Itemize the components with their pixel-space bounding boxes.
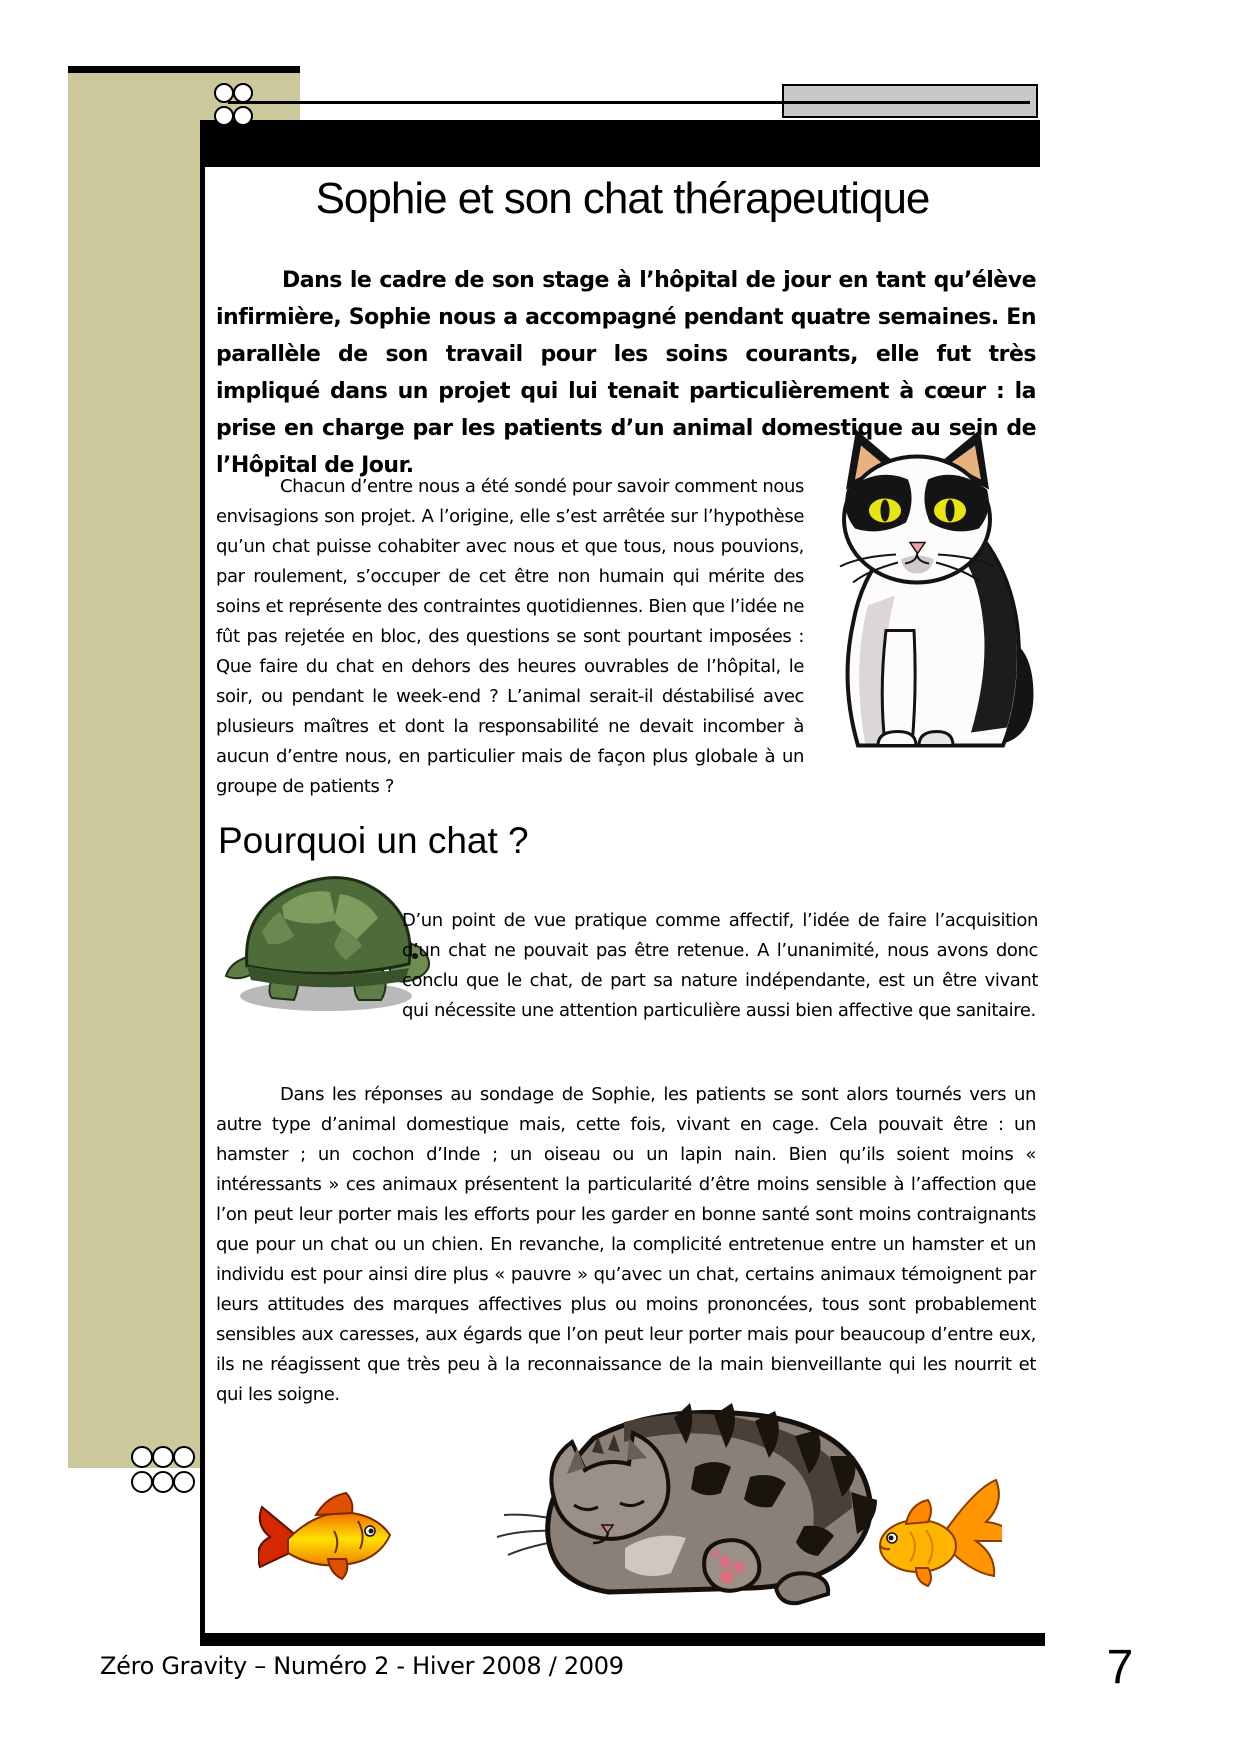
hole-icon <box>131 1471 153 1493</box>
sleeping-cat-image <box>474 1376 922 1628</box>
hole-icon <box>214 83 234 103</box>
intro-paragraph: Dans le cadre de son stage à l’hôpital de jour en tant qu’élève infirmière, Sophie nous a accompagné pendant quatre semaines. En parallèle de son travail pour les soins courants, elle fut très impliqué dans un projet qui lui tenait particulièrement à cœur : la prise en charge par les patients d’un animal domestique au sein de l’Hôpital de Jour. <box>216 268 1036 478</box>
hole-icon <box>233 83 253 103</box>
binding-holes-bottom <box>131 1446 191 1493</box>
header-rule-line <box>228 101 1030 104</box>
body-paragraph-3: Dans les réponses au sondage de Sophie, les patients se sont alors tournés vers un autre type d’animal domestique mais, cette fois, vivant en cage. Cela pouvait être : un hamster ; un cochon d’Inde ; un oiseau ou un lapin nain. Bien qu’ils soient moins « intéressants » ces animaux présentent la particularité d’être moins sensible à l’affection que l’on peut leur porter mais les efforts pour les garder en bonne santé sont moins contraignants que pour un chat ou un chien. En revanche, la complicité entretenue entre un hamster et un individu est pour ainsi dire plus « pauvre » qu’avec un chat, certains animaux témoignent par leurs attitudes des marques affectives plus ou moins prononcées, tous sont probablement sensibles aux caresses, aux égards que l’on peut leur porter mais pour beaucoup d’entre eux, ils ne réagissent que très peu à la reconnaissance de la main bienveillante qui les nourrit et qui les soigne. <box>216 1084 1036 1405</box>
hole-icon <box>131 1446 153 1468</box>
page-number: 7 <box>1106 1641 1134 1694</box>
hole-icon <box>152 1471 174 1493</box>
red-fish-image <box>258 1487 398 1587</box>
body-paragraph-1: Chacun d’entre nous a été sondé pour savoir comment nous envisagions son projet. A l’origine, elle s’est arrêtée sur l’hypothèse qu’un chat puisse cohabiter avec nous et que tous, nous pouvions, par roulement, s’occuper de cet être non humain qui mérite des soins et représente des contraintes quotidiennes. Bien que l’idée ne fût pas rejetée en bloc, des questions se sont pourtant imposées : Que faire du chat en dehors des heures ouvrables de l’hôpital, le soir, ou pendant le week-end ? L’animal serait-il déstabilisé avec plusieurs maîtres et dont la responsabilité ne devait incomber à aucun d’entre nous, en particulier mais de façon plus globale à un groupe de patients ? <box>216 476 804 797</box>
hole-icon <box>233 106 253 126</box>
body-paragraph-2: D’un point de vue pratique comme affectif, l’idée de faire l’acquisition d’un chat ne pouvait pas être retenue. A l’unanimité, nous avons donc conclu que le chat, de part sa nature indépendante, est un être vivant qui nécessite une attention particulière aussi bien affective que sanitaire. <box>402 910 1038 1021</box>
tuxedo-cat-image <box>798 412 1038 760</box>
hole-icon <box>173 1446 195 1468</box>
section-heading: Pourquoi un chat ? <box>218 820 529 861</box>
binding-holes-top <box>214 83 249 126</box>
hole-icon <box>173 1471 195 1493</box>
goldfish-image <box>876 1474 1002 1594</box>
hole-icon <box>152 1446 174 1468</box>
page-title: Sophie et son chat thérapeutique <box>315 174 930 223</box>
footer-issue-line: Zéro Gravity – Numéro 2 - Hiver 2008 / 2009 <box>100 1652 624 1680</box>
title-black-bar <box>200 120 1040 167</box>
hole-icon <box>214 106 234 126</box>
